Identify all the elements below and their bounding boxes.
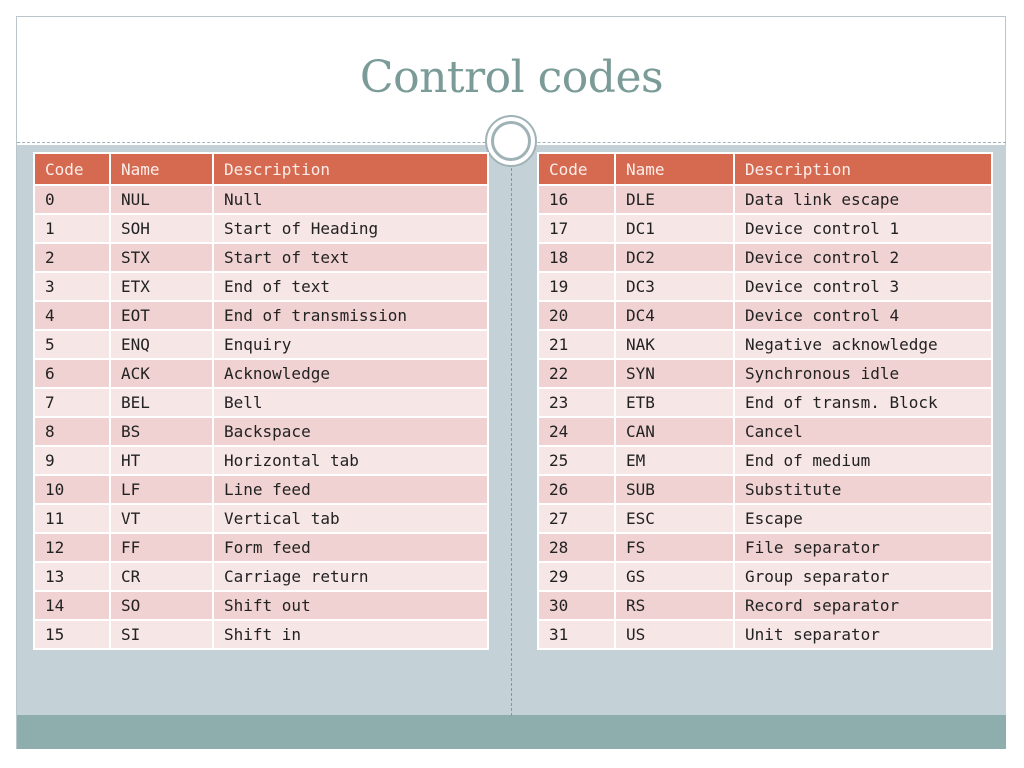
cell-code: 18 — [538, 243, 615, 272]
cell-name: BS — [110, 417, 213, 446]
table-row — [538, 591, 992, 620]
cell-code: 30 — [538, 591, 615, 620]
cell-description: Record separator — [734, 591, 992, 620]
cell-name: US — [615, 620, 734, 649]
cell-name: BEL — [110, 388, 213, 417]
cell-code: 16 — [538, 185, 615, 214]
cell-name: EOT — [110, 301, 213, 330]
table-row — [538, 214, 992, 243]
table-row — [538, 388, 992, 417]
cell-description: Vertical tab — [213, 504, 488, 533]
cell-description: End of medium — [734, 446, 992, 475]
header-name: Name — [615, 153, 734, 185]
cell-code: 11 — [34, 504, 110, 533]
cell-description: Group separator — [734, 562, 992, 591]
cell-description: Negative acknowledge — [734, 330, 992, 359]
table-row — [34, 417, 488, 446]
cell-name: FF — [110, 533, 213, 562]
cell-name: HT — [110, 446, 213, 475]
cell-code: 24 — [538, 417, 615, 446]
cell-description: Cancel — [734, 417, 992, 446]
cell-code: 12 — [34, 533, 110, 562]
cell-description: Device control 3 — [734, 272, 992, 301]
cell-description: End of transmission — [213, 301, 488, 330]
table-row — [34, 591, 488, 620]
cell-name: VT — [110, 504, 213, 533]
cell-code: 6 — [34, 359, 110, 388]
cell-description: Horizontal tab — [213, 446, 488, 475]
cell-description: End of text — [213, 272, 488, 301]
table-row — [34, 330, 488, 359]
cell-description: Synchronous idle — [734, 359, 992, 388]
table-row — [538, 533, 992, 562]
header-code: Code — [34, 153, 110, 185]
cell-name: ETX — [110, 272, 213, 301]
table-row — [34, 620, 488, 649]
table-body-right — [538, 185, 992, 649]
cell-code: 26 — [538, 475, 615, 504]
header-name: Name — [110, 153, 213, 185]
cell-code: 19 — [538, 272, 615, 301]
cell-name: NUL — [110, 185, 213, 214]
table-row — [34, 475, 488, 504]
cell-code: 13 — [34, 562, 110, 591]
bottom-band — [17, 715, 1006, 749]
table-row — [34, 533, 488, 562]
cell-description: Shift out — [213, 591, 488, 620]
cell-name: DC4 — [615, 301, 734, 330]
cell-name: CR — [110, 562, 213, 591]
cell-name: CAN — [615, 417, 734, 446]
table-row — [538, 475, 992, 504]
cell-code: 31 — [538, 620, 615, 649]
cell-name: STX — [110, 243, 213, 272]
cell-code: 3 — [34, 272, 110, 301]
cell-description: Acknowledge — [213, 359, 488, 388]
cell-code: 25 — [538, 446, 615, 475]
header-description: Description — [734, 153, 992, 185]
cell-code: 28 — [538, 533, 615, 562]
cell-description: Null — [213, 185, 488, 214]
cell-description: Start of text — [213, 243, 488, 272]
table-body-left — [34, 185, 488, 649]
cell-description: End of transm. Block — [734, 388, 992, 417]
cell-name: LF — [110, 475, 213, 504]
cell-description: Bell — [213, 388, 488, 417]
circle-ornament-inner — [491, 121, 531, 161]
cell-code: 27 — [538, 504, 615, 533]
table-row — [538, 185, 992, 214]
table-row — [34, 562, 488, 591]
table-row — [34, 243, 488, 272]
table-row — [538, 272, 992, 301]
table-row — [538, 330, 992, 359]
cell-name: NAK — [615, 330, 734, 359]
cell-name: DC2 — [615, 243, 734, 272]
table-row — [34, 446, 488, 475]
cell-name: SYN — [615, 359, 734, 388]
cell-description: Form feed — [213, 533, 488, 562]
cell-code: 17 — [538, 214, 615, 243]
table-row — [34, 301, 488, 330]
cell-code: 22 — [538, 359, 615, 388]
cell-name: FS — [615, 533, 734, 562]
table-row — [34, 272, 488, 301]
cell-description: Carriage return — [213, 562, 488, 591]
cell-code: 0 — [34, 185, 110, 214]
table-header-row — [34, 153, 488, 185]
table-header-row — [538, 153, 992, 185]
cell-code: 15 — [34, 620, 110, 649]
cell-code: 7 — [34, 388, 110, 417]
cell-code: 14 — [34, 591, 110, 620]
cell-description: Line feed — [213, 475, 488, 504]
table-row — [34, 504, 488, 533]
cell-description: Shift in — [213, 620, 488, 649]
cell-description: Device control 1 — [734, 214, 992, 243]
table-row — [538, 417, 992, 446]
cell-code: 21 — [538, 330, 615, 359]
table-row — [538, 243, 992, 272]
table-row — [34, 214, 488, 243]
cell-code: 10 — [34, 475, 110, 504]
cell-code: 4 — [34, 301, 110, 330]
cell-description: Backspace — [213, 417, 488, 446]
table-row — [538, 504, 992, 533]
table-row — [538, 620, 992, 649]
cell-description: Device control 4 — [734, 301, 992, 330]
cell-name: ENQ — [110, 330, 213, 359]
table-row — [538, 301, 992, 330]
circle-ornament-icon — [485, 115, 537, 167]
cell-description: Data link escape — [734, 185, 992, 214]
table-row — [538, 359, 992, 388]
table-row — [538, 446, 992, 475]
cell-name: SO — [110, 591, 213, 620]
control-codes-table-right — [537, 152, 993, 650]
table-row — [538, 562, 992, 591]
cell-name: EM — [615, 446, 734, 475]
cell-name: ETB — [615, 388, 734, 417]
table-row — [34, 185, 488, 214]
cell-code: 8 — [34, 417, 110, 446]
page-title: Control codes — [359, 52, 664, 103]
cell-name: SOH — [110, 214, 213, 243]
header-code: Code — [538, 153, 615, 185]
cell-description: Enquiry — [213, 330, 488, 359]
column-divider — [511, 168, 512, 716]
cell-name: ESC — [615, 504, 734, 533]
cell-name: DLE — [615, 185, 734, 214]
header-description: Description — [213, 153, 488, 185]
cell-name: RS — [615, 591, 734, 620]
cell-description: File separator — [734, 533, 992, 562]
cell-code: 23 — [538, 388, 615, 417]
cell-code: 29 — [538, 562, 615, 591]
cell-name: DC3 — [615, 272, 734, 301]
control-codes-table-left — [33, 152, 489, 650]
cell-code: 1 — [34, 214, 110, 243]
cell-name: SI — [110, 620, 213, 649]
cell-description: Unit separator — [734, 620, 992, 649]
cell-description: Start of Heading — [213, 214, 488, 243]
table-row — [34, 388, 488, 417]
cell-description: Device control 2 — [734, 243, 992, 272]
cell-code: 5 — [34, 330, 110, 359]
cell-name: DC1 — [615, 214, 734, 243]
cell-description: Escape — [734, 504, 992, 533]
cell-name: GS — [615, 562, 734, 591]
cell-code: 20 — [538, 301, 615, 330]
cell-name: ACK — [110, 359, 213, 388]
cell-name: SUB — [615, 475, 734, 504]
table-row — [34, 359, 488, 388]
cell-code: 2 — [34, 243, 110, 272]
cell-code: 9 — [34, 446, 110, 475]
cell-description: Substitute — [734, 475, 992, 504]
